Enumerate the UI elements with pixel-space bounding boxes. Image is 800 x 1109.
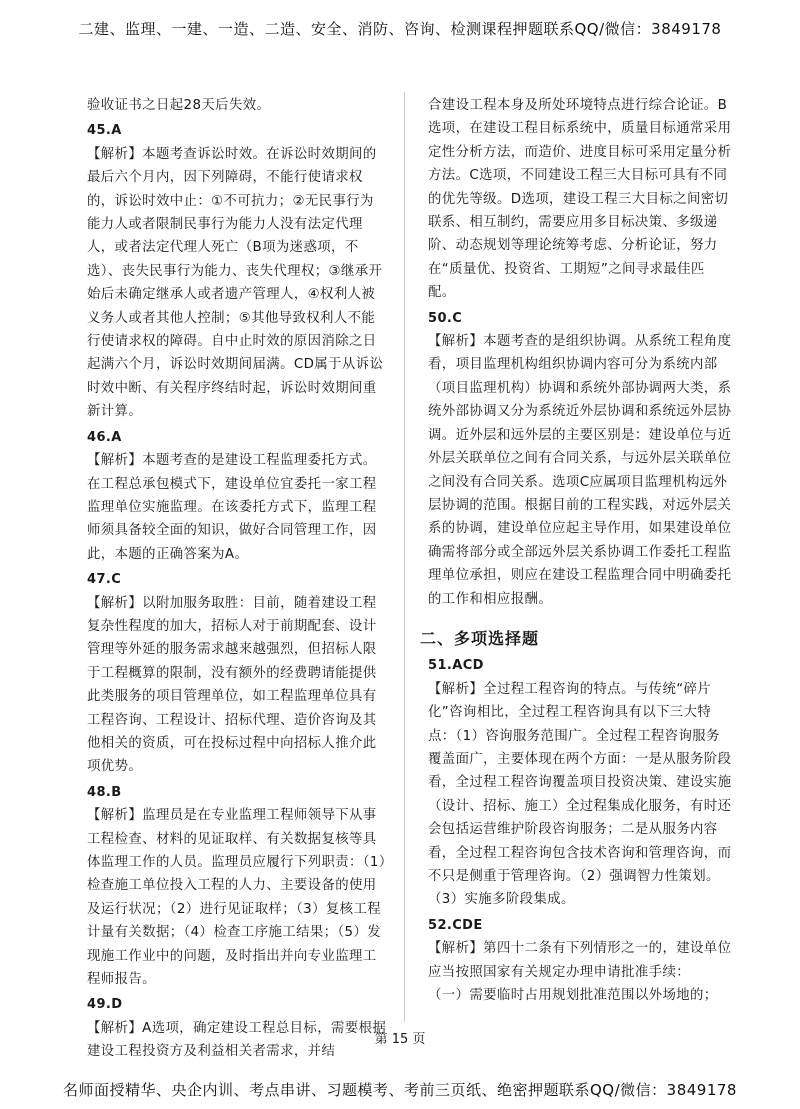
explanation-52-item: （一）需要临时占用规划批准范围以外场地的；: [428, 988, 718, 1004]
explanation-51: 【解析】全过程工程咨询的特点。与传统“碎片化”咨询相比，全过程工程咨询具有以下三大特点：（1）咨询服务范围广。全过程工程咨询服务覆盖面广，主要体现在两个方面：一是从服务阶段看，全过程工程咨询覆盖项目投资决策、建设实施（设计、招标、施工）全过程集成化服务，有时还会包括运营维护阶段咨询服务；二是从服务内容看，全过程工程咨询包含技术咨询和管理咨询，而不只是侧重于管理咨询。（2）强调智力性策划。（3）实施多阶段集成。: [428, 681, 732, 908]
header-banner: 二建、监理、一建、一造、二造、安全、消防、咨询、检测课程押题联系QQ/微信：3849178: [78, 20, 722, 38]
explanation-50: 【解析】本题考查的是组织协调。从系统工程角度看，项目监理机构组织协调内容可分为系统内部（项目监理机构）协调和系统外部协调两大类，系统外部协调又分为系统近外层协调和系统远外层协调。近外层和远外层的主要区别是：建设单位与近外层关联单位之间有合同关系，与远外层关联单位之间没有合同关系。选项C应属项目监理机构远外层协调的范围。根据目前的工程实践，对远外层关系的协调，建设单位应起主导作用，如果建设单位确需将部分或全部远外层关系协调工作委托工程监理单位承担，则应在建设工程监理合同中明确委托的工作和相应报酬。: [428, 334, 732, 607]
explanation-45: 【解析】本题考查诉讼时效。在诉讼时效期间的最后六个月内，因下列障碍，不能行使请求权的，诉讼时效中止：①不可抗力；②无民事行为能力人或者限制民事行为能力人没有法定代理人，或者法定代理人死亡（B项为迷惑项，不选）、丧失民事行为能力、丧失代理权；③继承开始后未确定继承人或者遗产管理人，④权利人被义务人或者其他人控制；⑤其他导致权利人不能行使请求权的障碍。自中止时效的原因消除之日起满六个月，诉讼时效期间届满。CD属于从诉讼时效中断、有关程序终结时起，诉讼时效期间重新计算。: [87, 146, 384, 420]
answer-49: 49.D: [87, 997, 123, 1013]
section-title: 二、多项选择题: [420, 628, 540, 648]
continuation-text-49: 合建设工程本身及所处环境特点进行综合论证。B选项，在建设工程目标系统中，质量目标通常采用定性分析方法，而造价、进度目标可采用定量分析方法。C选项，不同建设工程三大目标可具有不同的优先等级。D选项，建设工程三大目标之间密切联系、相互制约，需要应用多目标决策、多级递阶、动态规划等理论统筹考虑、分析论证，努力在“质量优、投资省、工期短”之间寻求最佳匹配。: [428, 98, 732, 301]
column-divider: [404, 92, 405, 1022]
right-column: [420, 94, 732, 1007]
answer-50: 50.C: [428, 310, 463, 326]
explanation-49: 【解析】A选项，确定建设工程总目标，需要根据建设工程投资方及利益相关者需求，并结: [87, 1020, 387, 1060]
answer-51: 51.ACD: [428, 658, 484, 674]
explanation-47: 【解析】以附加服务取胜：目前，随着建设工程复杂性程度的加大，招标人对于前期配套、设计管理等外延的服务需求越来越强烈，但招标人限于工程概算的限制，没有额外的经费聘请能提供此类服务的项目管理单位，如工程监理单位具有工程咨询、工程设计、招标代理、造价咨询及其他相关的资质，可在投标过程中向招标人推介此项优势。: [87, 595, 377, 775]
explanation-46: 【解析】本题考查的是建设工程监理委托方式。在工程总承包模式下，建设单位宜委托一家工程监理单位实施监理。在该委托方式下，监理工程师须具备较全面的知识，做好合同管理工作，因此，本题的正确答案为A。: [87, 453, 377, 562]
answer-52: 52.CDE: [428, 917, 483, 933]
answer-45: 45.A: [87, 123, 122, 139]
continuation-text: 验收证书之日起28天后失效。: [87, 98, 271, 113]
footer-banner: 名师面授精华、央企内训、考点串讲、习题模考、考前三页纸、绝密押题联系QQ/微信：3849178: [63, 1081, 737, 1099]
page-number: 第 15 页: [374, 1032, 426, 1047]
left-column: [87, 94, 387, 1064]
explanation-48: 【解析】监理员是在专业监理工程师领导下从事工程检查、材料的见证取样、有关数据复核等具体监理工作的人员。监理员应履行下列职责：（1）检查施工单位投入工程的人力、主要设备的使用及运行状况；（2）进行见证取样；（3）复核工程计量有关数据；（4）检查工序施工结果；（5）发现施工作业中的问题，及时指出并向专业监理工程师报告。: [87, 808, 386, 988]
answer-46: 46.A: [87, 429, 122, 445]
explanation-52: 【解析】第四十二条有下列情形之一的，建设单位应当按照国家有关规定办理申请批准手续：: [428, 941, 732, 980]
answer-47: 47.C: [87, 572, 122, 588]
answer-48: 48.B: [87, 784, 122, 800]
